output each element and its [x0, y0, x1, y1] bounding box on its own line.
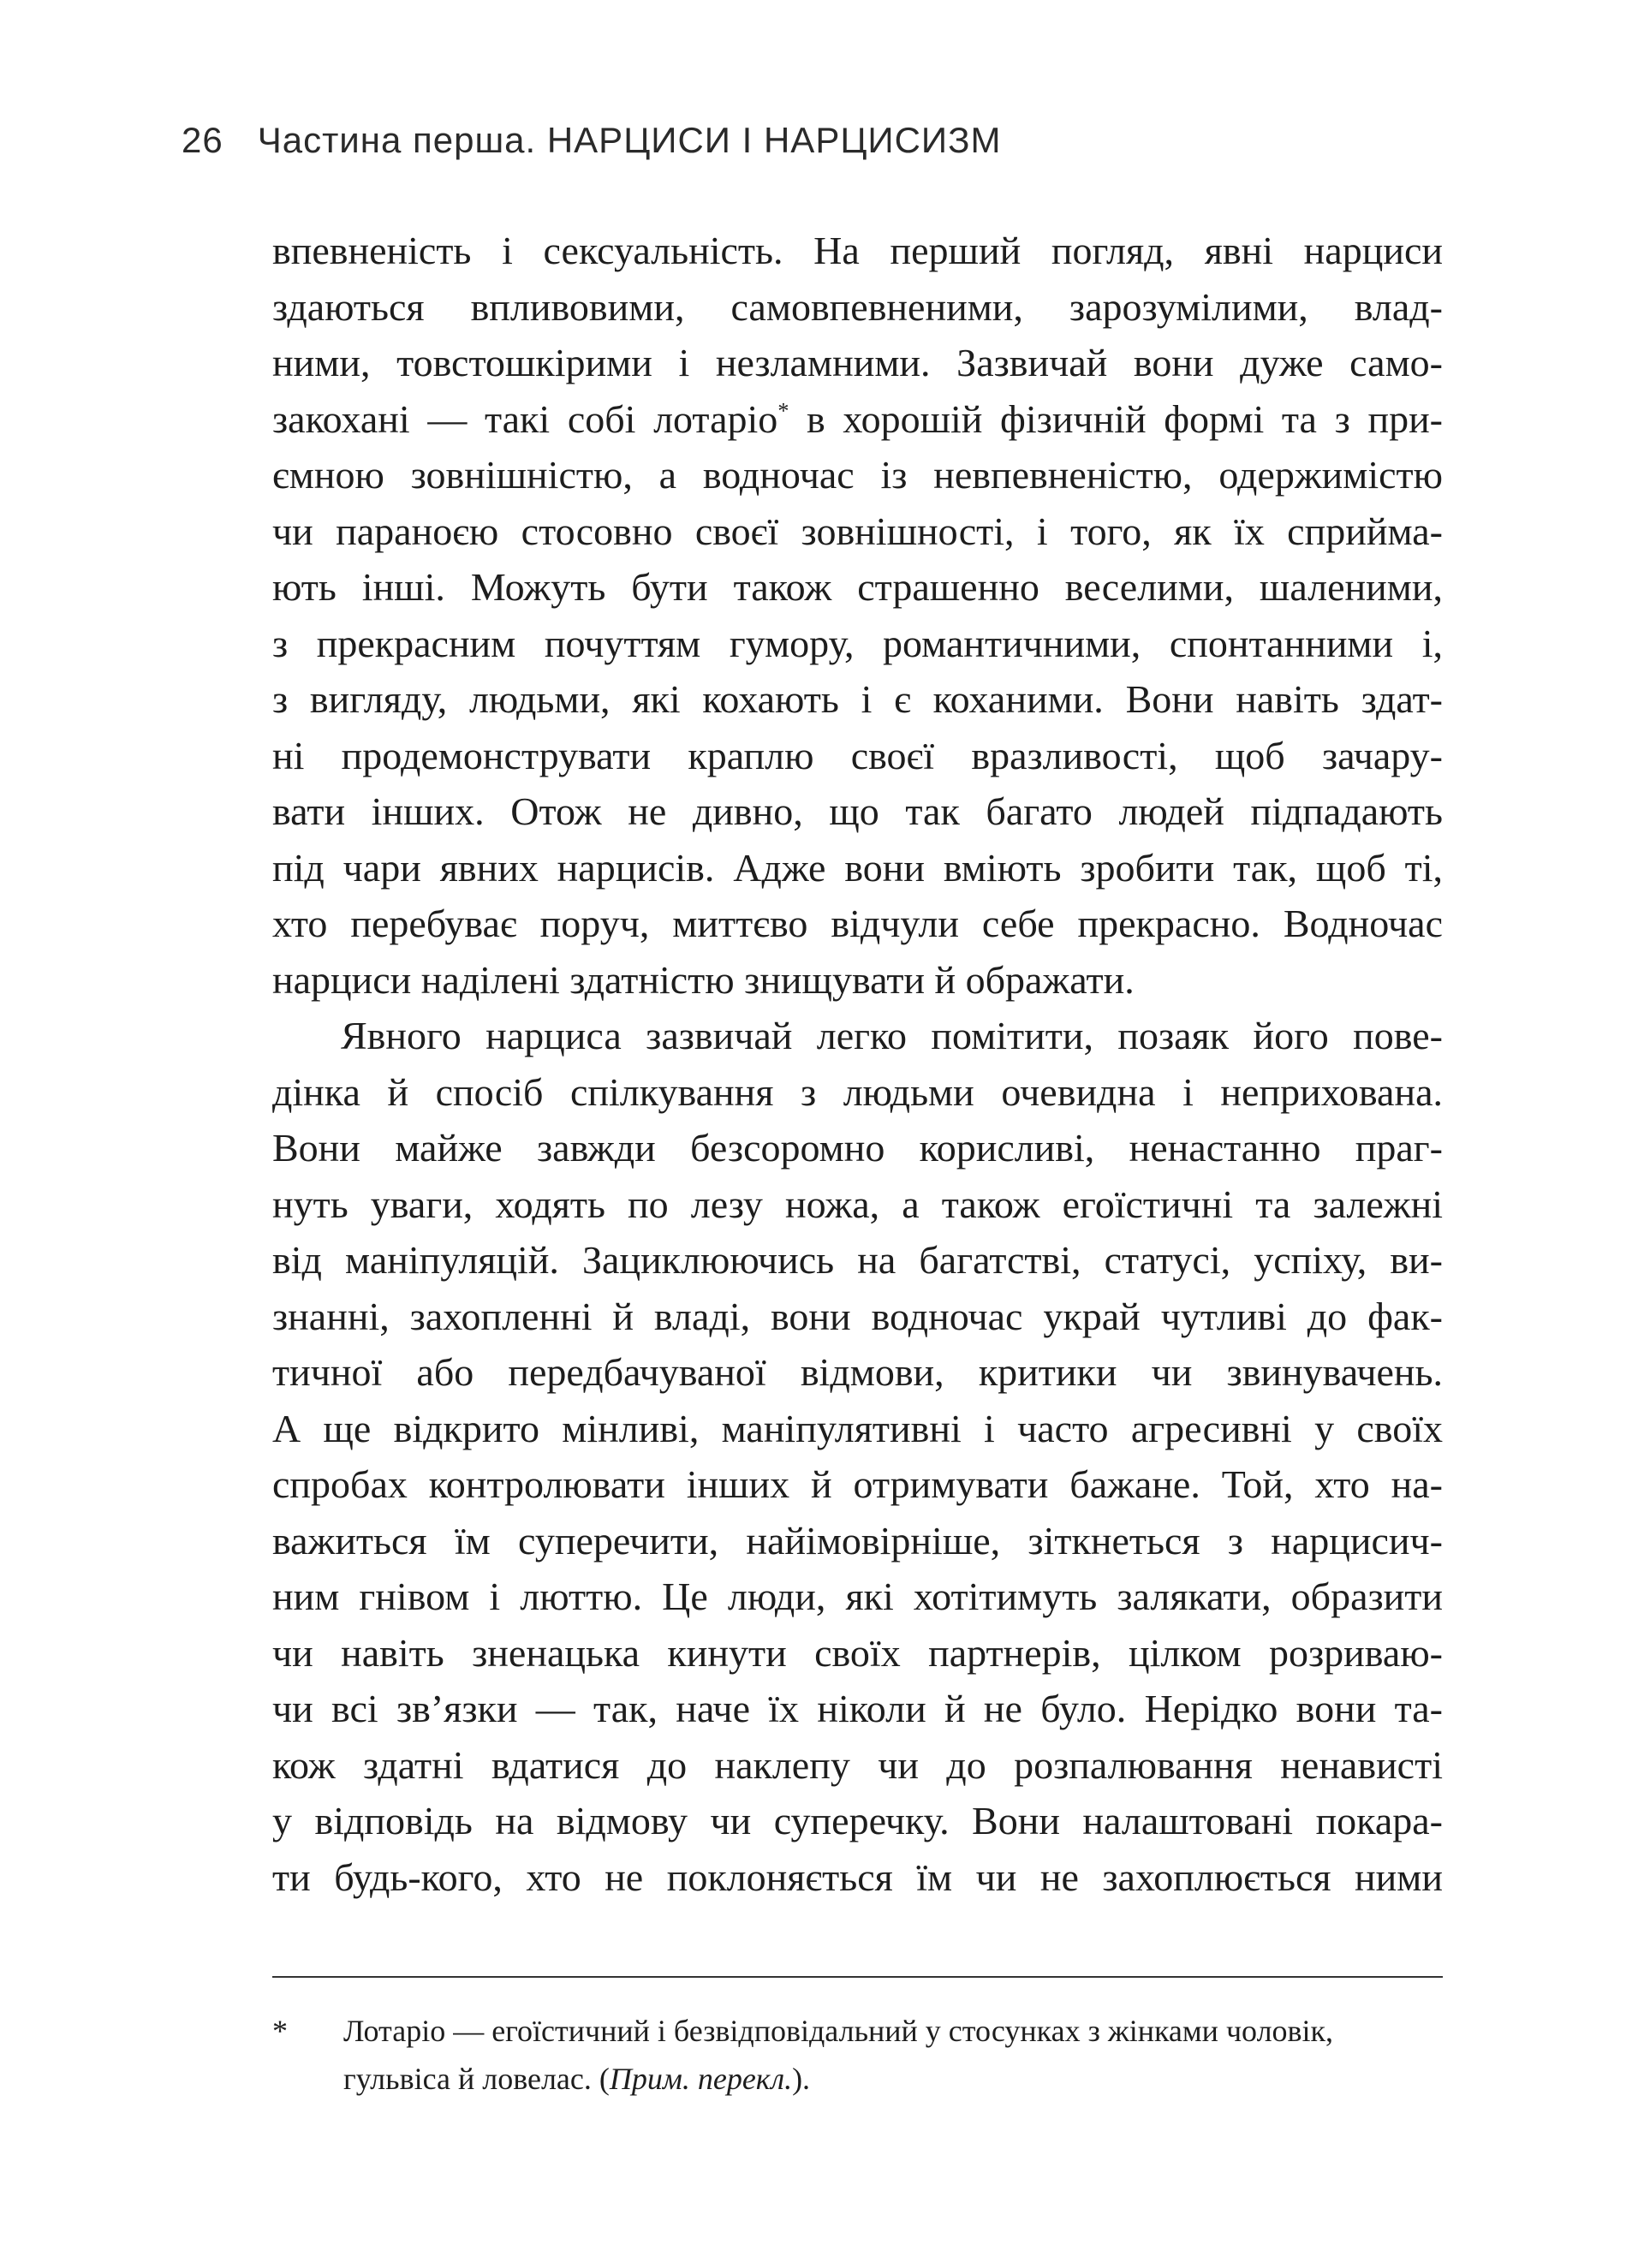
translator-note: Прим. перекл. [609, 2062, 793, 2096]
text-line: чи всі зв’язки — так, наче їх ніколи й не було. Нерідко вони та- [272, 1687, 1443, 1730]
footnote-line [343, 2055, 1443, 2103]
text-line: впевненість і сексуальність. На перший погляд, явні нарциси [272, 229, 1443, 272]
text-line: ємною зовнішністю, а водночас із невпевненістю, одержимістю [272, 453, 1443, 497]
footnote-line: Лотаріо — егоїстичний і безвідповідальний у стосунках з жінками чоловік, [343, 2014, 1334, 2048]
text-line: нуть уваги, ходять по лезу ножа, а також егоїстичні та залежні [272, 1182, 1443, 1226]
footnote-text-end: ). [792, 2062, 811, 2096]
text-line: з прекрасним почуттям гумору, романтичними, спонтанними і, [272, 621, 1443, 665]
text-line: А ще відкрито мінливі, маніпулятивні і часто агресивні у своїх [272, 1406, 1443, 1450]
text-line: спробах контролювати інших й отримувати бажане. Той, хто на- [272, 1462, 1443, 1506]
text-line: хто перебуває поруч, миттєво відчули себе прекрасно. Водночас [272, 902, 1443, 945]
footnote-marker: * [272, 2014, 288, 2048]
text-fragment: в хорошій фізичній формі та з при- [789, 396, 1443, 441]
text-line: Вони майже завжди безсоромно корисливі, ненастанно праг- [272, 1126, 1443, 1170]
text-line: здаються впливовими, самовпевненими, зарозумілими, влад- [272, 284, 1443, 329]
text-line: важиться їм суперечити, найімовірніше, зіткнеться з нарцисич- [272, 1518, 1443, 1563]
text-line: дінка й спосіб спілкування з людьми очевидна і неприхована. [272, 1069, 1443, 1114]
text-line: ні продемонструвати краплю своєї вразливості, щоб зачару- [272, 733, 1443, 777]
running-title: Частина перша. НАРЦИСИ І НАРЦИСИЗМ [257, 120, 1002, 160]
text-line: у відповідь на відмову чи суперечку. Вони налаштовані покара- [272, 1799, 1443, 1842]
main-text [272, 223, 1443, 1905]
text-line: вати інших. Отож не дивно, що так багато людей підпадають [272, 789, 1443, 833]
footnote-reference: * [777, 398, 789, 424]
text-line [272, 391, 1443, 448]
footnote-text: гульвіса й ловелас. ( [343, 2062, 610, 2096]
text-line: ними, товстошкірими і незламними. Зазвичай вони дуже само- [272, 341, 1443, 384]
page-number: 26 [182, 120, 223, 160]
text-line: кож здатні вдатися до наклепу чи до розпалювання ненависті [272, 1742, 1443, 1787]
text-line: чи параноєю стосовно своєї зовнішності, і того, як їх сприйма- [272, 509, 1443, 553]
text-line: з вигляду, людьми, які кохають і є коханими. Вони навіть здат- [272, 677, 1443, 721]
text-line: ти будь-кого, хто не поклоняється їм чи не захоплюється ними [272, 1854, 1443, 1899]
running-header [182, 120, 1001, 161]
text-line: тичної або передбачуваної відмови, критики чи звинувачень. [272, 1350, 1443, 1394]
text-line: чи навіть зненацька кинути своїх партнерів, цілком розриваю- [272, 1630, 1443, 1675]
text-line: нарциси наділені здатністю знищувати й ображати. [272, 957, 1135, 1002]
footnote-divider [272, 1976, 1443, 1978]
paragraph-first-line: Явного нарциса зазвичай легко помітити, позаяк його пове- [341, 1014, 1443, 1057]
text-line: ють інші. Можуть бути також страшенно веселими, шаленими, [272, 565, 1443, 609]
text-line: ним гнівом і люттю. Це люди, які хотітимуть залякати, образити [272, 1575, 1443, 1618]
text-line: під чари явних нарцисів. Адже вони вміють зробити так, щоб ті, [272, 845, 1443, 890]
text-line: знанні, захопленні й владі, вони водночас украй чутливі до фак- [272, 1294, 1443, 1338]
text-line: від маніпуляцій. Зациклюючись на багатстві, статусі, успіху, ви- [272, 1238, 1443, 1282]
footnote [272, 2007, 1443, 2103]
text-fragment: закохані — такі собі лотаріо [272, 396, 778, 441]
